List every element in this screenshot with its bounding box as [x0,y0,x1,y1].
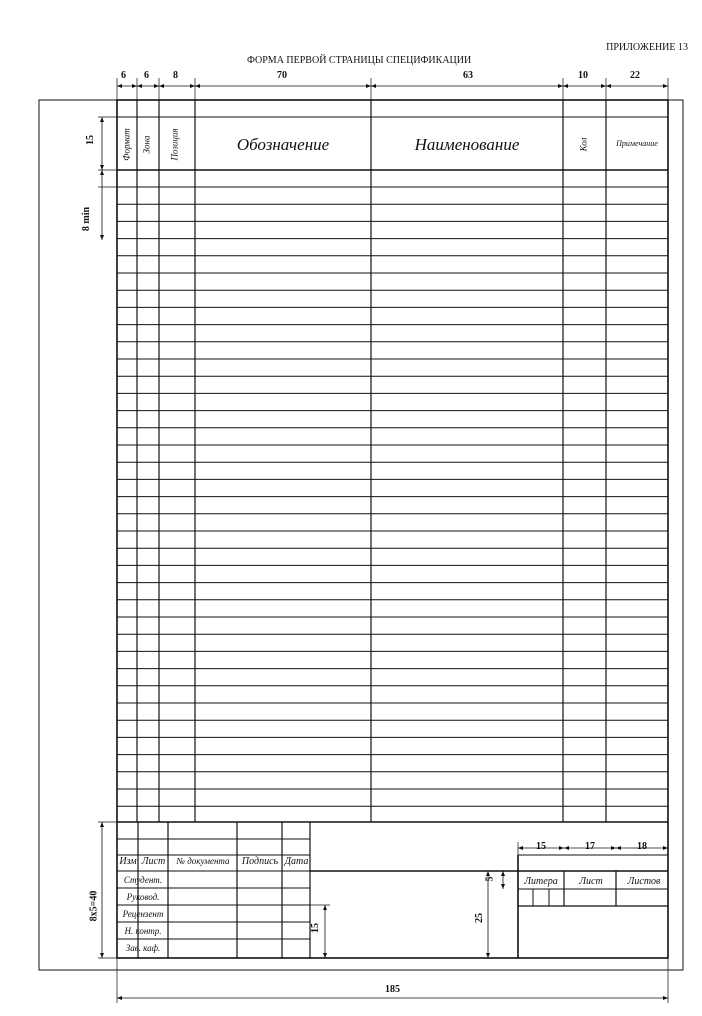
dim-row-min-line-arrow-bottom [100,235,104,240]
dim-litera-width-line-arrow-right [559,846,564,850]
dim-total-width-line-arrow-left [117,996,122,1000]
tb-role-supervisor: Руковод. [126,892,160,902]
tb-role-head: Зав. каф. [125,943,161,953]
dim-name-line-arrow-right [558,84,563,88]
dim-sheets-width: 18 [637,841,647,852]
header-qty: Кол [578,137,589,152]
dim-note-line-arrow-right [663,84,668,88]
dim-designation-line-arrow-left [195,84,200,88]
tb-col-sheet: Лист [141,856,166,867]
header-position: Позиция [169,128,180,161]
dim-signature-block-line-arrow-bottom [100,953,104,958]
header-format: Формат [121,128,132,161]
dim-row-min: 8 min [81,206,93,232]
tb-col-document: № документа [176,856,230,866]
dim-qty-line-arrow-left [563,84,568,88]
dim-stamp-height: 15 [310,923,321,933]
dim-litera-width-line-arrow-left [518,846,523,850]
tb-col-date: Дата [284,856,309,867]
tb-sheet: Лист [579,876,603,887]
dim-litera-row: 5 [484,876,496,882]
dim-format-line-arrow-right [132,84,137,88]
appendix-label: ПРИЛОЖЕНИЕ 13 [606,42,688,53]
header-note: Примечание [616,139,658,148]
dim-litera-row-line-arrow-bottom [501,884,505,889]
tb-role-student: Студент. [123,875,163,885]
header-name: Наименование [414,135,520,154]
dim-zone-line-arrow-right [154,84,159,88]
dim-note-line-arrow-left [606,84,611,88]
dim-col-qty: 10 [578,70,588,81]
tb-col-signature: Подпись [241,856,279,867]
tb-sheets: Листов [627,876,661,887]
dim-sheets-width-line-arrow-left [616,846,621,850]
dim-header-height: 15 [85,135,96,145]
dim-sheet-width-line-arrow-left [564,846,569,850]
tb-litera: Литера [524,876,558,887]
dim-row-min-line-arrow-top [100,170,104,175]
dim-title-block-height: 25 [474,913,485,923]
dim-name-line-arrow-left [371,84,376,88]
dim-total-width: 185 [385,984,400,995]
dim-header-height-line-arrow-top [100,117,104,122]
dim-stamp-height-line-arrow-top [323,905,327,910]
dim-sheet-width-line-arrow-right [611,846,616,850]
dim-total-width-line-arrow-right [663,996,668,1000]
dim-litera-width: 15 [536,841,546,852]
header-zone: Зона [141,135,152,154]
tb-role-reviewer: Рецензент [122,909,164,919]
dim-col-designation: 70 [277,70,287,81]
dim-col-note: 22 [630,70,640,81]
dim-header-height-line-arrow-bottom [100,165,104,170]
dim-signature-block: 8x5=40 [88,890,100,922]
form-title: ФОРМА ПЕРВОЙ СТРАНИЦЫ СПЕЦИФИКАЦИИ [247,55,472,66]
tb-role-norm-control: Н. контр. [124,926,162,936]
dim-col-zone: 6 [144,70,149,81]
inner-drawing-frame [117,100,668,958]
tb-col-change: Изм [119,856,137,867]
dim-designation-line-arrow-right [366,84,371,88]
dim-col-format: 6 [121,70,126,81]
dim-sheet-width: 17 [585,841,595,852]
dim-qty-line-arrow-right [601,84,606,88]
header-designation: Обозначение [236,135,330,154]
dim-signature-block-line-arrow-top [100,822,104,827]
dim-position-line-arrow-right [190,84,195,88]
dim-col-name: 63 [463,70,473,81]
dim-col-position: 8 [173,70,178,81]
dim-zone-line-arrow-left [137,84,142,88]
dim-position-line-arrow-left [159,84,164,88]
dim-format-line-arrow-left [117,84,122,88]
